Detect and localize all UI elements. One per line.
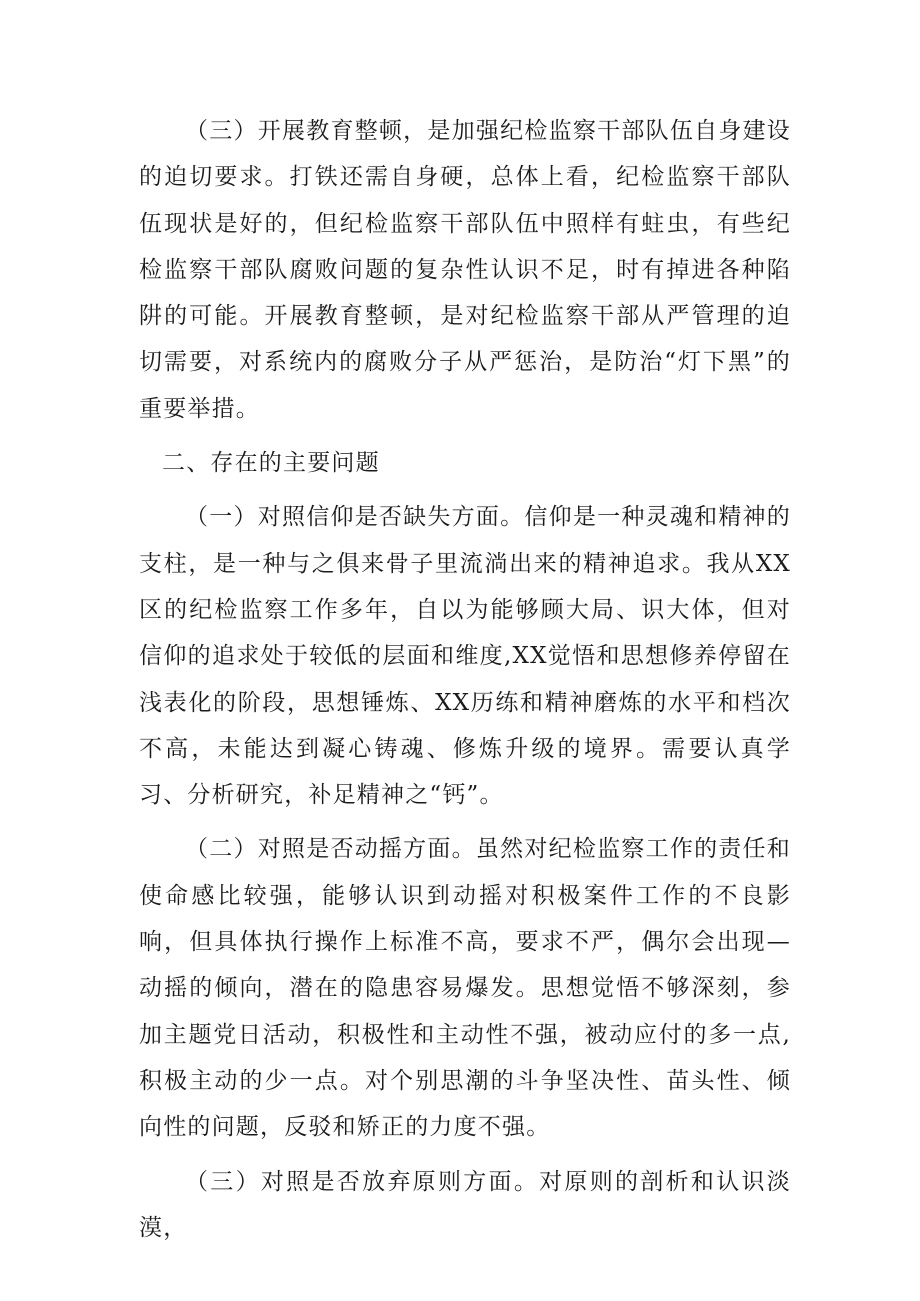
section-heading-main-problems: 二、存在的主要问题 [162, 450, 380, 477]
paragraph-belief: （一）对照信仰是否缺失方面。信仰是一种灵魂和精神的支柱，是一种与之俱来骨子里流淌出来的精神追求。我从XX区的纪检监察工作多年，自以为能够顾大局、识大体，但对信仰的追求处于较低的层面和维度,XX觉悟和思想修养停留在浅表化的阶段，思想锤炼、XX历练和精神磨炼的水平和档次不高，未能达到凝心铸魂、修炼升级的境界。需要认真学习、分析研究，补足精神之“钙”。 [139, 504, 791, 809]
paragraph-wavering: （二）对照是否动摇方面。虽然对纪检监察工作的责任和使命感比较强，能够认识到动摇对积极案件工作的不良影响，但具体执行操作上标准不高，要求不严，偶尔会出现—动摇的倾向，潜在的隐患容易爆发。思想觉悟不够深刻，参加主题党日活动，积极性和主动性不强，被动应付的多一点,积极主动的少一点。对个别思潮的斗争坚决性、苗头性、倾向性的问题，反驳和矫正的力度不强。 [139, 836, 791, 1141]
paragraph-principles: （三）对照是否放弃原则方面。对原则的剖析和认识淡漠， [139, 1168, 791, 1241]
paragraph-education-rectification: （三）开展教育整顿，是加强纪检监察干部队伍自身建设的迫切要求。打铁还需自身硬，总体上看，纪检监察干部队伍现状是好的，但纪检监察干部队伍中照样有蛀虫，有些纪检监察干部队腐败问题的复杂性认识不足，时有掉进各种陷阱的可能。开展教育整顿，是对纪检监察干部从严管理的迫切需要，对系统内的腐败分子从严惩治，是防治“灯下黑”的重要举措。 [139, 118, 791, 422]
document-body [139, 108, 791, 1251]
